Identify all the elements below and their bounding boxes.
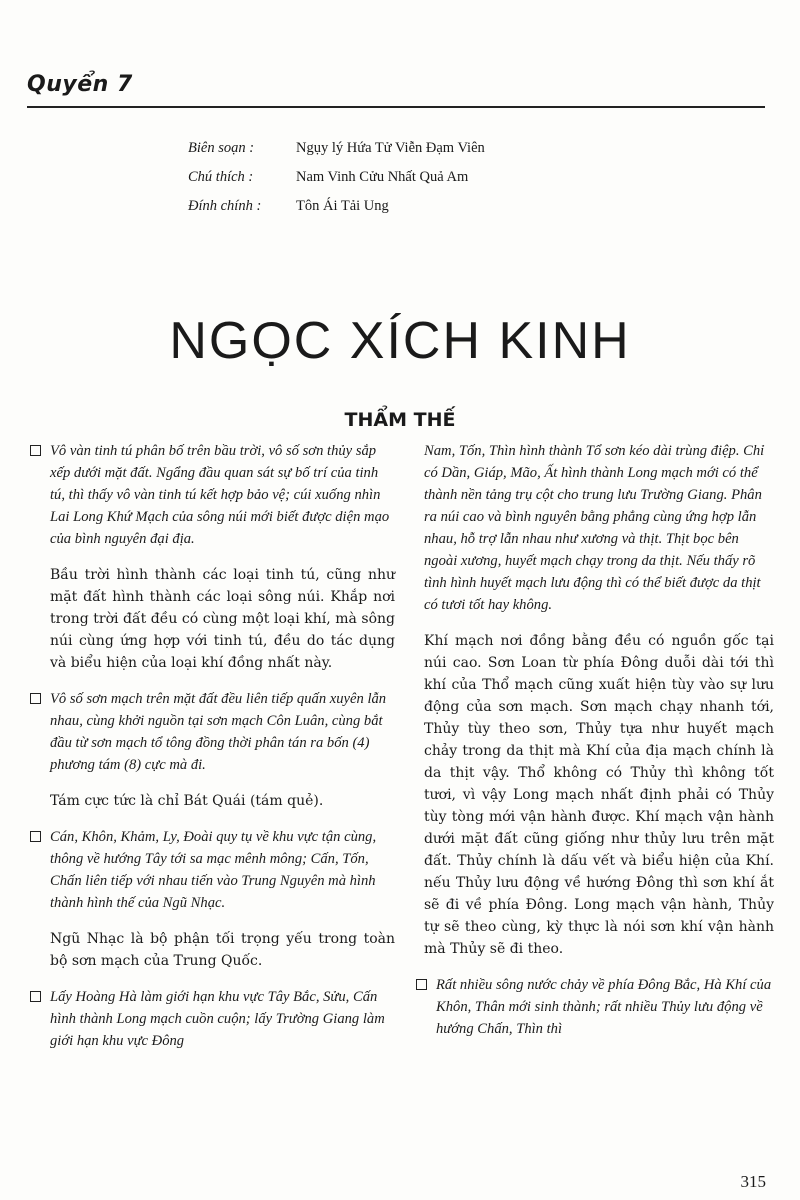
credit-row-corrector [188, 198, 485, 227]
credit-label: Chú thích : [188, 169, 254, 185]
header-rule [27, 106, 765, 108]
verse-note [30, 826, 395, 914]
right-column [416, 440, 774, 1054]
verse-note [416, 974, 774, 1040]
checkbox-icon [30, 831, 41, 842]
verse-note [30, 440, 395, 550]
credit-row-editor [188, 140, 485, 169]
book-title: NGỌC XÍCH KINH [169, 311, 631, 370]
verse-text: Vô vàn tinh tú phân bố trên bầu trời, vô số sơn thủy sắp xếp dưới mặt đất. Ngẩng đầu quan sát sự bố trí của tinh tú, thì thấy vô vàn tinh tú kết hợp bảo vệ; cúi xuống nhìn Lai Long Khứ Mạch của sông núi mới biết được diện mạo của bình nguyên đại địa. [50, 443, 390, 547]
credit-row-annotator [188, 169, 485, 198]
credit-value: Nam Vinh Cửu Nhất Quả Am [296, 169, 469, 185]
verse-text: Lấy Hoàng Hà làm giới hạn khu vực Tây Bắc, Sửu, Cấn hình thành Long mạch cuồn cuộn; lấy Trường Giang làm giới hạn khu vực Đông [50, 989, 385, 1049]
credit-value: Ngụy lý Hứa Tử Viễn Đạm Viên [296, 140, 485, 156]
verse-text: Vô số sơn mạch trên mặt đất đều liên tiếp quấn xuyên lẫn nhau, cùng khởi nguồn tại sơn mạch Côn Luân, cùng bắt đầu từ sơn mạch tổ tông đồng thời phân tán ra bốn (4) phương tám (8) cực mà đi. [50, 691, 387, 773]
credit-value: Tôn Ái Tải Ung [296, 198, 389, 214]
verse-continuation: Nam, Tốn, Thìn hình thành Tổ sơn kéo dài trùng điệp. Chỉ có Dần, Giáp, Mão, Ất hình thành Long mạch mới có thể thành nền tảng trụ cột cho trung lưu Trường Giang. Phân ra núi cao và bình nguyên bằng phẳng cùng ứng hợp lẫn nhau, hỗ trợ lẫn nhau như xương và thịt. Thịt bọc bên ngoài xương, huyết mạch chạy trong da thịt. Nếu thấy rõ tình hình huyết mạch lưu động thì có thể biết được da thịt có tươi tốt hay không. [424, 443, 765, 613]
verse-note [30, 688, 395, 776]
commentary-paragraph: Khí mạch nơi đồng bằng đều có nguồn gốc tại núi cao. Sơn Loan từ phía Đông duỗi dài tới thì khí của Thổ mạch cũng xuất hiện tùy vào sự lưu động của sơn mạch. Sơn mạch chạy nhanh tới, Thủy tùy theo sơn, Thủy tựa như huyết mạch chảy trong da thịt mà Khí của địa mạch chính là da thịt vậy. Thổ không có Thủy thì không tốt tươi, vì vậy Long mạch nhất định phải có Thủy tùy tòng mới vận hành được. Khí mạch vận hành dưới mặt đất cũng giống như thủy lưu trên mặt đất. Thủy chính là dấu vết và biểu hiện của Khí. nếu Thủy lưu động về hướng Đông thì sơn khí ắt sẽ đi về phía Đông. Long mạch vận hành, Thủy tự sẽ theo cùng, kỳ thực là nói sơn khí vận hành mà Thủy sẽ đi theo. [424, 633, 774, 957]
checkbox-icon [416, 979, 427, 990]
credit-label: Biên soạn : [188, 140, 255, 156]
commentary-paragraph: Ngũ Nhạc là bộ phận tối trọng yếu trong toàn bộ sơn mạch của Trung Quốc. [50, 931, 395, 969]
chapter-heading: Quyển 7 [27, 72, 133, 97]
verse-text: Cán, Khôn, Khảm, Ly, Đoài quy tụ về khu vực tận cùng, thông về hướng Tây tới sa mạc mênh mông; Cấn, Tốn, Chấn liên tiếp với nhau tiến vào Trung Nguyên mà hình thành hình thế của Ngũ Nhạc. [50, 829, 377, 911]
section-subtitle: THẨM THẾ [344, 408, 456, 431]
credits-block [188, 140, 485, 227]
checkbox-icon [30, 445, 41, 456]
page-number: 315 [740, 1172, 766, 1191]
verse-note [30, 986, 395, 1052]
credit-label: Đính chính : [188, 198, 262, 214]
checkbox-icon [30, 991, 41, 1002]
checkbox-icon [30, 693, 41, 704]
commentary-paragraph: Tám cực tức là chỉ Bát Quái (tám quẻ). [50, 793, 324, 809]
verse-text: Rất nhiều sông nước chảy về phía Đông Bắc, Hà Khí của Khôn, Thân mới sinh thành; rất nhiều Thủy lưu động về hướng Chấn, Thìn thì [436, 977, 772, 1037]
commentary-paragraph: Bầu trời hình thành các loại tinh tú, cũng như mặt đất hình thành các loại sông núi. Khắp nơi trong trời đất đều có cùng một loại khí, mà sông núi cùng ứng hợp với tinh tú, đều do tác dụng và biểu hiện của loại khí đồng nhất này. [50, 567, 395, 671]
left-column [30, 440, 395, 1066]
